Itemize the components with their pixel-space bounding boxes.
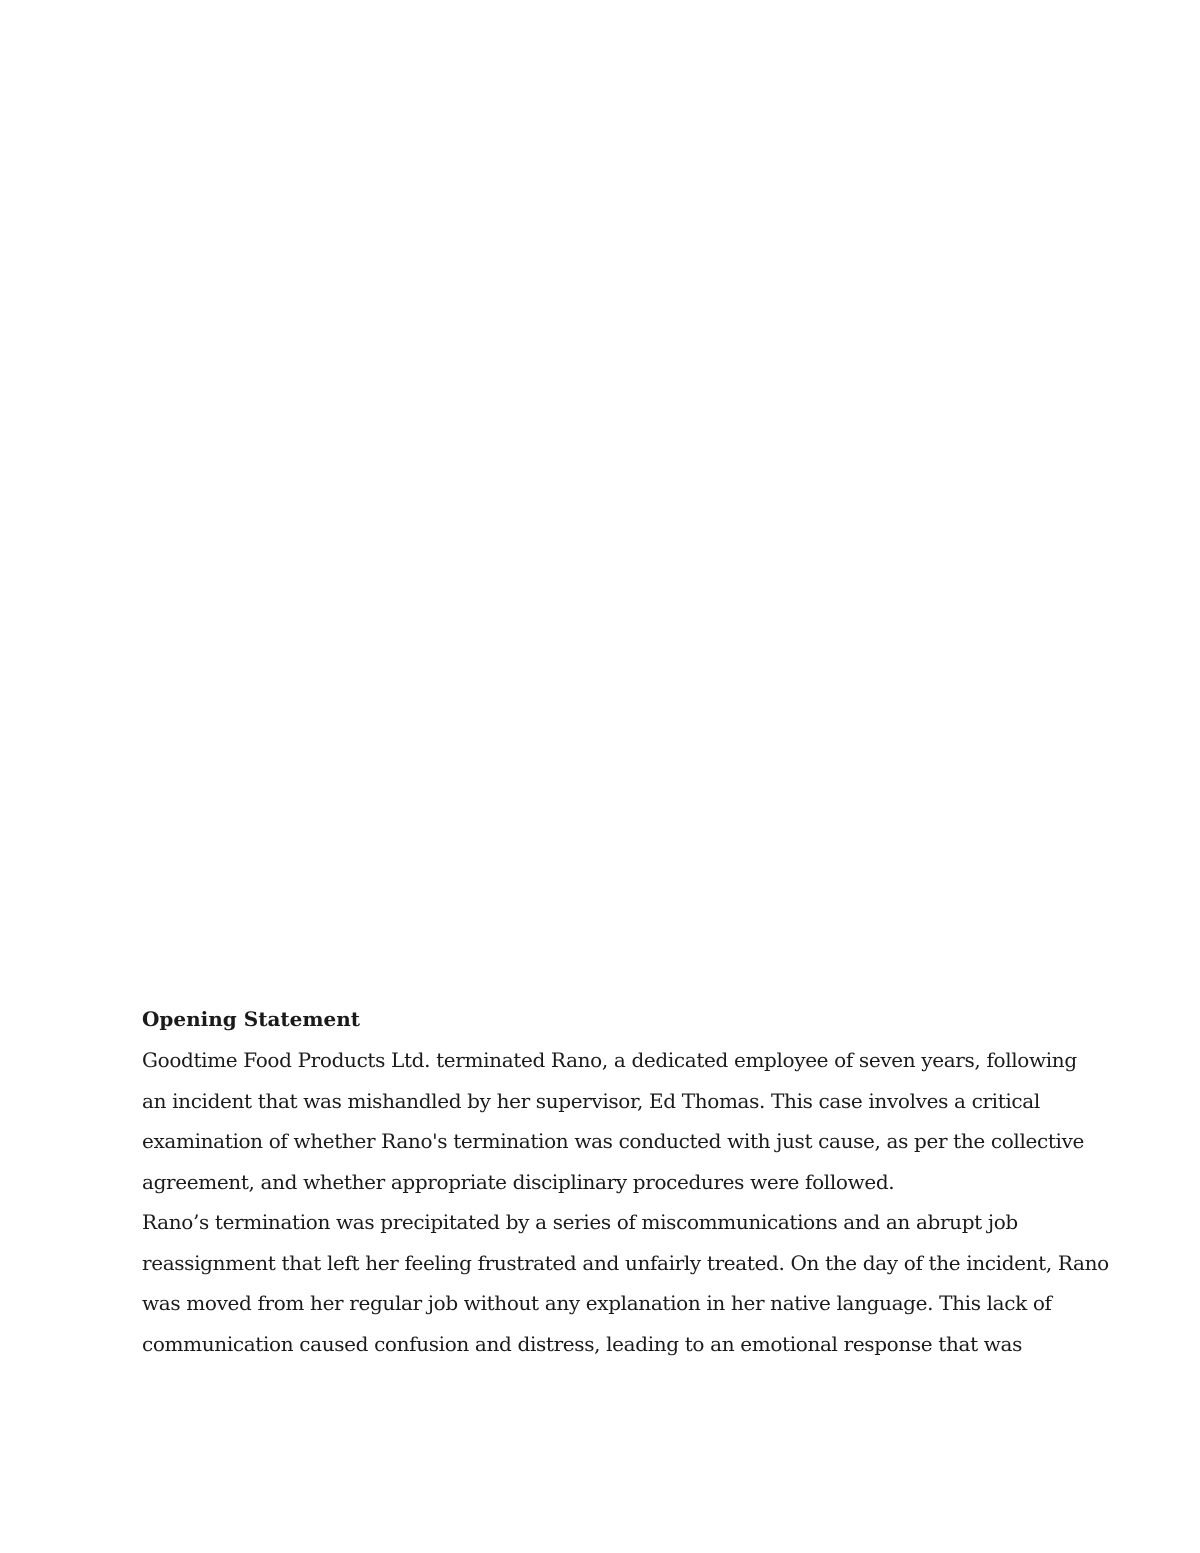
paragraph-2 [142,1202,1109,1364]
document-body [142,1004,1109,1364]
paragraph-line: an incident that was mishandled by her supervisor, Ed Thomas. This case involves a critical [142,1088,1040,1113]
section-heading: Opening Statement [142,1007,361,1031]
paragraph-line: communication caused confusion and distress, leading to an emotional response that was [142,1331,1023,1356]
paragraph-1 [142,1040,1085,1202]
paragraph-line: Goodtime Food Products Ltd. terminated Rano, a dedicated employee of seven years, following [142,1048,1077,1072]
paragraph-line: was moved from her regular job without any explanation in her native language. This lack of [142,1291,1052,1315]
paragraph-line: agreement, and whether appropriate disciplinary procedures were followed. [142,1169,895,1194]
paragraph-line: Rano’s termination was precipitated by a series of miscommunications and an abrupt job [142,1210,1018,1234]
paragraph-line: reassignment that left her feeling frustrated and unfairly treated. On the day of the incident, Rano [142,1250,1109,1275]
paragraph-line: examination of whether Rano's termination was conducted with just cause, as per the collective [142,1129,1085,1153]
